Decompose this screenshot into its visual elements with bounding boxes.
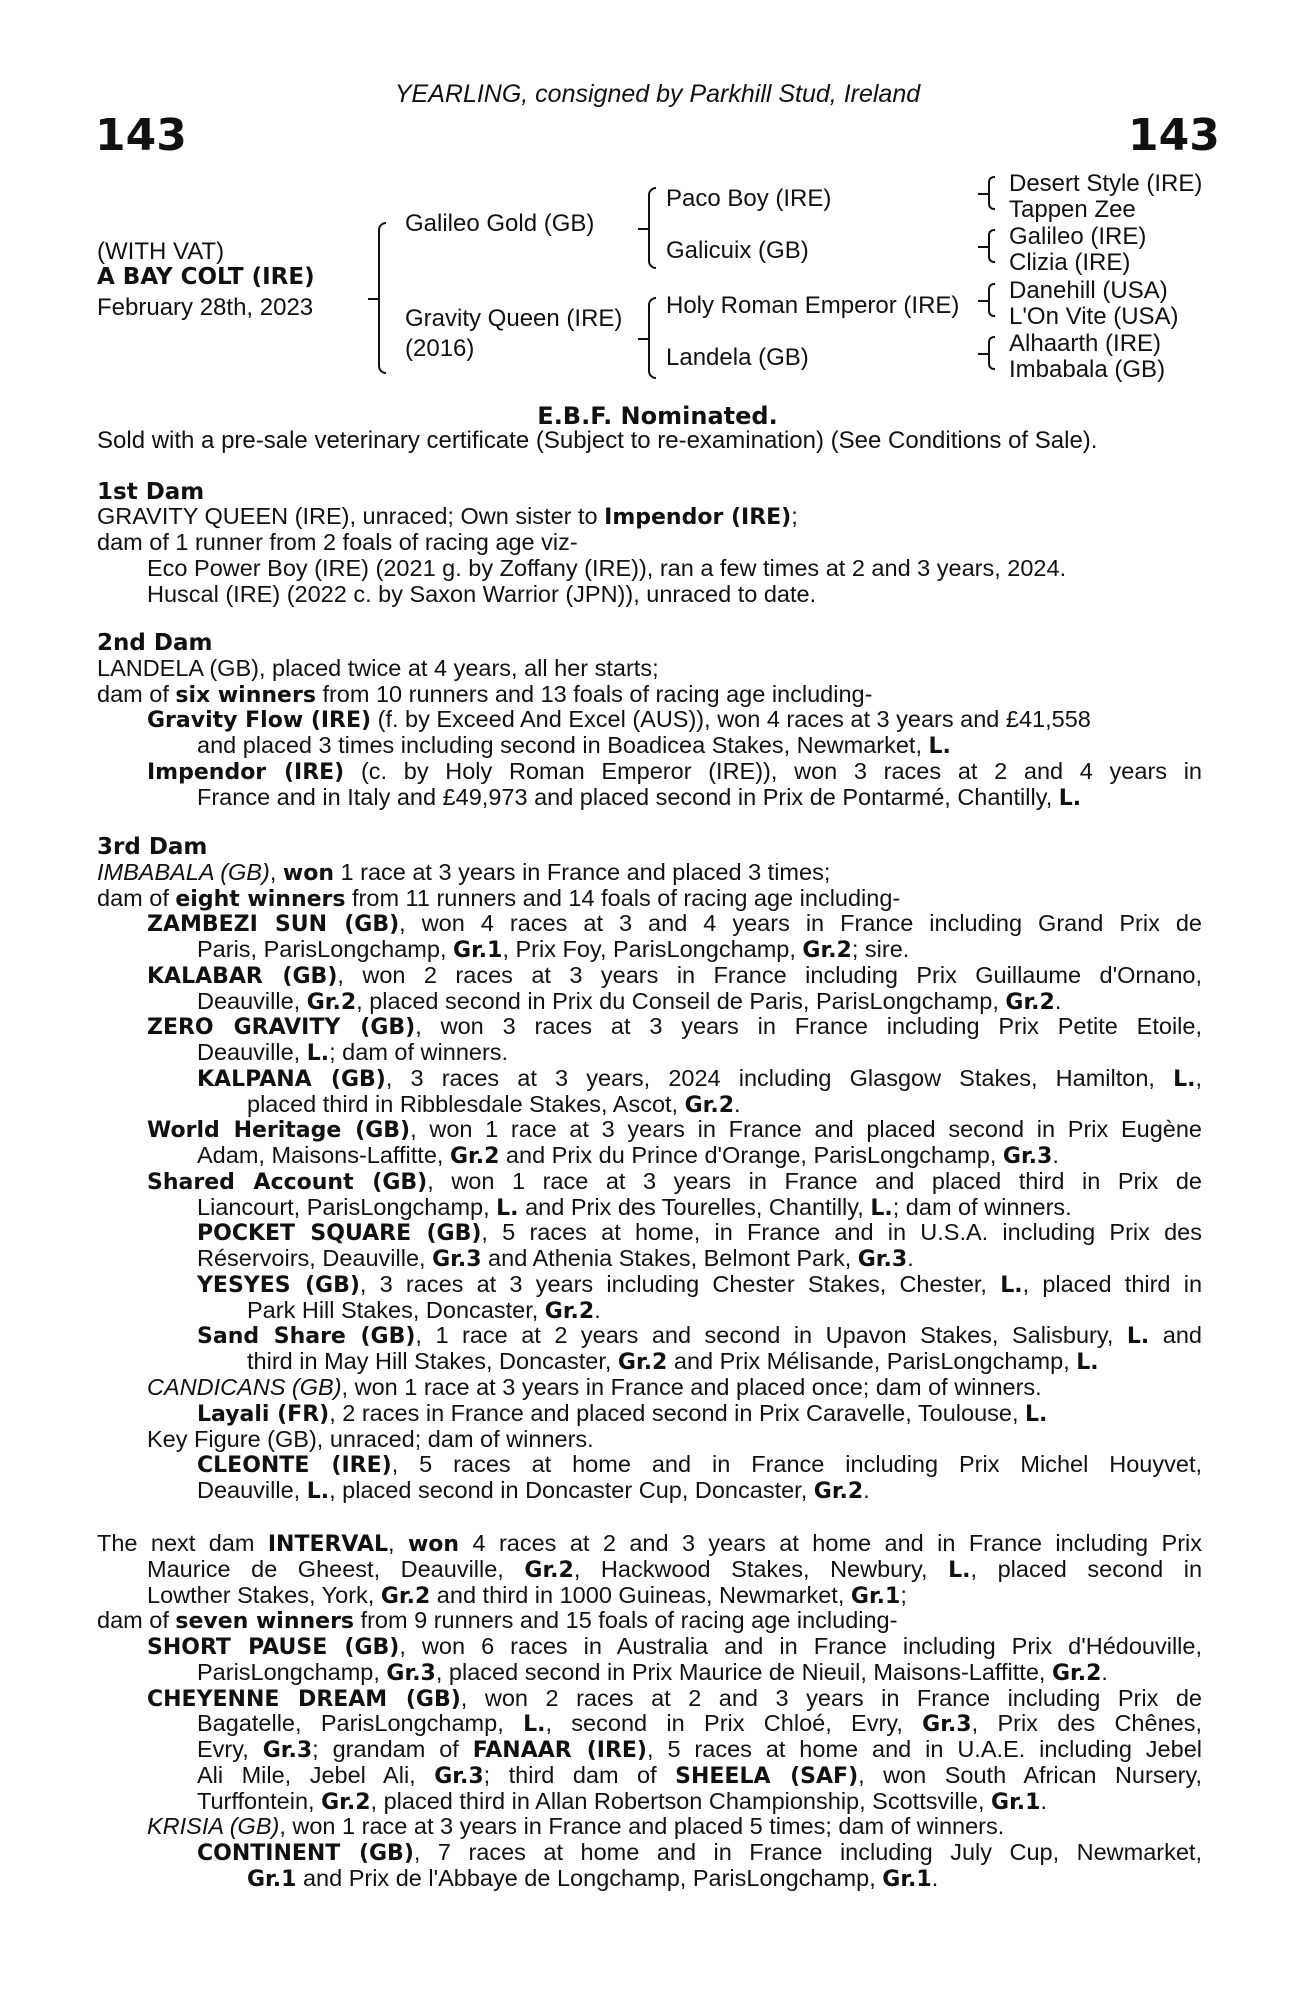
bold-run: Gr.2 <box>1051 1661 1102 1686</box>
lot-number-right: 143 <box>1128 110 1220 161</box>
pedigree-sire-dam: Galicuix (GB) <box>666 237 809 264</box>
bold-run: L. <box>1000 1273 1023 1298</box>
text-run: . <box>1054 988 1062 1014</box>
text-run: , Prix des Chênes, <box>971 1711 1202 1736</box>
text-run: , won 2 races at 3 years in France including Prix Guillaume d'Ornano, <box>337 963 1202 988</box>
text-line <box>97 530 1202 556</box>
text-line <box>247 1092 1202 1119</box>
text-run: , won 2 races at 2 and 3 years in France including Prix de <box>460 1686 1202 1711</box>
text-run: third in May Hill Stakes, Doncaster, <box>247 1348 618 1374</box>
pedigree-brace <box>988 229 995 263</box>
bold-run: World Heritage (GB) <box>147 1118 411 1143</box>
text-run: , Hackwood Stakes, Newbury, <box>573 1557 949 1582</box>
pedigree-brace <box>988 176 995 210</box>
text-line <box>97 682 1202 709</box>
text-line <box>197 989 1202 1016</box>
bold-run: KALABAR (GB) <box>147 964 338 989</box>
bold-run: Shared Account (GB) <box>147 1170 428 1195</box>
text-run: , won 3 races at 3 years in France including Prix Petite Etoile, <box>415 1014 1202 1039</box>
text-run: , Prix Foy, ParisLongchamp, <box>502 936 803 962</box>
text-run: Deauville, <box>197 988 307 1014</box>
pedigree-brace <box>988 283 995 317</box>
bold-run: Gr.3 <box>262 1738 313 1763</box>
text-run: from 10 runners and 13 foals of racing age including- <box>315 681 873 707</box>
bold-run: Sand Share (GB) <box>197 1324 416 1349</box>
text-run: , 5 races at home and in France including Prix Michel Houyvet, <box>391 1452 1202 1477</box>
pedigree-brace <box>648 187 656 269</box>
bold-run: CHEYENNE DREAM (GB) <box>147 1687 461 1712</box>
text-line <box>197 937 1202 964</box>
bold-run: Gr.1 <box>850 1584 901 1609</box>
bold-run: POCKET SQUARE (GB) <box>197 1221 482 1246</box>
text-line <box>147 1583 1202 1610</box>
text-line <box>197 1737 1202 1763</box>
bold-run: L. <box>496 1196 519 1221</box>
text-run: and <box>1149 1323 1202 1348</box>
bold-run: Gr.1 <box>453 938 503 963</box>
text-run: , 5 races at home and in U.A.E. including Jebel <box>647 1737 1202 1762</box>
text-run: Evry, <box>197 1737 263 1762</box>
bold-run: Gr.3 <box>1002 1144 1053 1169</box>
pedigree-ggp-8: Imbabala (GB) <box>1009 356 1166 383</box>
text-run: , won 1 race at 3 years in France and placed 5 times; dam of winners. <box>279 1813 1005 1839</box>
text-run: ; sire. <box>851 936 910 962</box>
bold-run: L. <box>306 1479 330 1504</box>
text-run: Adam, Maisons-Laffitte, <box>197 1142 450 1168</box>
pedigree-dam: Gravity Queen (IRE) <box>405 305 623 332</box>
bold-run: L. <box>1058 786 1082 811</box>
text-run: , 3 races at 3 years, 2024 including Glasgow Stakes, Hamilton, <box>385 1066 1174 1091</box>
second-dam-heading: 2nd Dam <box>97 630 213 656</box>
text-line <box>197 1789 1202 1816</box>
bold-run: Gr.2 <box>617 1350 668 1375</box>
text-run: dam of 1 runner from 2 foals of racing age viz- <box>97 529 578 555</box>
consignment-title: YEARLING, consigned by Parkhill Stud, Ireland <box>394 80 921 108</box>
bold-run: Gr.3 <box>434 1764 484 1789</box>
text-run: , <box>388 1531 408 1556</box>
text-run: Deauville, <box>197 1477 307 1503</box>
bold-run: YESYES (GB) <box>197 1273 360 1298</box>
text-run: , 3 races at 3 years including Chester Stakes, Chester, <box>359 1272 1001 1297</box>
text-run: , placed second in <box>970 1557 1202 1582</box>
pedigree-ggp-7: Alhaarth (IRE) <box>1009 330 1162 357</box>
pedigree-ggp-5: Danehill (USA) <box>1009 277 1168 304</box>
pedigree-dam-year: (2016) <box>405 335 475 362</box>
text-run: , <box>269 859 283 885</box>
text-line <box>147 1557 1202 1583</box>
pedigree-brace <box>378 222 386 374</box>
text-line <box>247 1866 1202 1893</box>
pedigree-dam-sire: Holy Roman Emperor (IRE) <box>666 292 960 319</box>
bold-run: KALPANA (GB) <box>197 1067 386 1092</box>
text-run: Bagatelle, ParisLongchamp, <box>197 1711 524 1736</box>
bold-run: L. <box>928 734 951 759</box>
text-run: from 11 runners and 14 foals of racing age including- <box>345 885 901 911</box>
text-run: and Athenia Stakes, Belmont Park, <box>481 1245 858 1271</box>
text-line <box>147 707 1202 734</box>
text-run: . <box>594 1297 601 1323</box>
italic-run: CANDICANS (GB) <box>147 1374 342 1400</box>
pedigree-ggp-3: Galileo (IRE) <box>1009 223 1147 250</box>
bold-run: six winners <box>175 683 316 708</box>
text-line <box>247 1298 1202 1325</box>
text-line <box>197 1711 1202 1737</box>
text-line <box>147 1634 1202 1660</box>
text-run: 4 races at 2 and 3 years at home and in France including Prix <box>459 1531 1202 1556</box>
text-run: France and in Italy and £49,973 and placed second in Prix de Pontarmé, Chantilly, <box>197 784 1059 810</box>
foaling-date: February 28th, 2023 <box>97 294 314 321</box>
bold-run: ZAMBEZI SUN (GB) <box>147 912 400 937</box>
text-run: Maurice de Gheest, Deauville, <box>147 1557 525 1582</box>
pedigree-ggp-6: L'On Vite (USA) <box>1009 303 1179 330</box>
bold-run: Impendor (IRE) <box>604 505 792 530</box>
pedigree-ggp-2: Tappen Zee <box>1009 196 1136 223</box>
text-run: (c. by Holy Roman Emperor (IRE)), won 3 races at 2 and 4 years in <box>344 759 1202 784</box>
bold-run: Gr.2 <box>544 1299 595 1324</box>
italic-run: IMBABALA (GB) <box>97 859 270 885</box>
text-line <box>197 1401 1202 1428</box>
text-run: Turffontein, <box>197 1788 322 1814</box>
pedigree-sire-sire: Paco Boy (IRE) <box>666 185 832 212</box>
text-run: , placed second in Prix Maurice de Nieuil, Maisons-Laffitte, <box>435 1659 1052 1685</box>
text-line <box>147 556 1202 582</box>
text-run: 1 race at 3 years in France and placed 3 times; <box>333 859 831 885</box>
pedigree-brace <box>648 297 656 379</box>
text-run: and Prix du Prince d'Orange, ParisLongchamp, <box>499 1142 1003 1168</box>
text-line <box>197 1040 1202 1067</box>
first-dam-heading: 1st Dam <box>97 479 205 505</box>
third-dam-heading: 3rd Dam <box>97 834 208 860</box>
text-run: ; dam of winners. <box>329 1039 509 1065</box>
pedigree-brace <box>988 336 995 370</box>
text-line <box>197 1763 1202 1789</box>
bold-run: L. <box>870 1196 893 1221</box>
bold-run: Gr.2 <box>449 1144 500 1169</box>
text-run: Huscal (IRE) (2022 c. by Saxon Warrior (JPN)), unraced to date. <box>147 581 817 607</box>
bold-run: Impendor (IRE) <box>147 760 345 785</box>
text-line <box>147 1375 1202 1401</box>
text-line <box>197 1272 1202 1298</box>
bold-run: L. <box>306 1041 330 1066</box>
bold-run: CONTINENT (GB) <box>197 1841 414 1866</box>
text-run: , won 4 races at 3 and 4 years in France including Grand Prix de <box>399 911 1202 936</box>
text-run: , won South African Nursery, <box>858 1763 1202 1788</box>
text-run: Eco Power Boy (IRE) (2021 g. by Zoffany (IRE)), ran a few times at 2 and 3 years, 2024. <box>147 555 1067 581</box>
bold-run: CLEONTE (IRE) <box>197 1453 392 1478</box>
text-line <box>97 1531 1202 1557</box>
text-run: ; <box>900 1582 907 1608</box>
pedigree-ggp-1: Desert Style (IRE) <box>1009 170 1203 197</box>
italic-run: KRISIA (GB) <box>147 1813 280 1839</box>
text-line <box>147 582 1202 608</box>
text-run: , 7 races at home and in France including July Cup, Newmarket, <box>413 1840 1202 1865</box>
text-run: . <box>1052 1142 1059 1168</box>
text-line <box>147 1427 1202 1453</box>
bold-run: Gr.2 <box>802 938 852 963</box>
text-line <box>197 1220 1202 1246</box>
bold-run: Gr.2 <box>813 1479 864 1504</box>
text-line <box>97 886 1202 913</box>
text-line <box>197 1195 1202 1222</box>
text-run: , placed third in Allan Robertson Championship, Scottsville, <box>370 1788 992 1814</box>
text-run: , won 6 races in Australia and in France including Prix d'Hédouville, <box>399 1634 1202 1659</box>
text-run: , <box>1195 1066 1202 1091</box>
text-run: , second in Prix Chloé, Evry, <box>545 1711 923 1736</box>
text-line <box>147 1169 1202 1195</box>
text-run: Paris, ParisLongchamp, <box>197 936 454 962</box>
text-run: and Prix des Tourelles, Chantilly, <box>518 1194 871 1220</box>
pedigree-sire: Galileo Gold (GB) <box>405 210 595 237</box>
pedigree-dam-dam: Landela (GB) <box>666 344 809 371</box>
text-run: , 1 race at 2 years and second in Upavon Stakes, Salisbury, <box>415 1323 1127 1348</box>
text-line <box>97 860 1202 887</box>
text-run: and Prix Mélisande, ParisLongchamp, <box>667 1348 1077 1374</box>
text-line <box>147 1117 1202 1143</box>
text-line <box>147 963 1202 989</box>
bold-run: won <box>282 861 334 886</box>
text-line <box>197 1066 1202 1092</box>
text-run: placed third in Ribblesdale Stakes, Ascot, <box>247 1091 685 1117</box>
pedigree-ggp-4: Clizia (IRE) <box>1009 249 1131 276</box>
text-line <box>197 1246 1202 1273</box>
bold-run: Gr.3 <box>386 1661 436 1686</box>
text-run: ; <box>791 503 798 529</box>
text-line <box>197 1840 1202 1866</box>
bold-run: ZERO GRAVITY (GB) <box>147 1015 416 1040</box>
bold-run: L. <box>948 1558 971 1583</box>
text-run: . <box>1040 1788 1047 1814</box>
bold-run: seven winners <box>175 1609 355 1634</box>
text-line <box>197 1323 1202 1349</box>
text-run: , 5 races at home, in France and in U.S.A. including Prix des <box>481 1220 1202 1245</box>
text-run: LANDELA (GB), placed twice at 4 years, all her starts; <box>97 655 659 681</box>
bold-run: Gr.1 <box>247 1867 297 1892</box>
text-run: Réservoirs, Deauville, <box>197 1245 433 1271</box>
text-run: , won 1 race at 3 years in France and placed second in Prix Eugène <box>410 1117 1202 1142</box>
bold-run: Gr.2 <box>684 1093 735 1118</box>
text-line <box>147 1014 1202 1040</box>
bold-run: Gr.3 <box>857 1247 908 1272</box>
bold-run: SHORT PAUSE (GB) <box>147 1635 400 1660</box>
text-line <box>197 785 1202 812</box>
bold-run: L. <box>523 1712 546 1737</box>
text-run: dam of <box>97 1607 176 1633</box>
text-run: (f. by Exceed And Excel (AUS)), won 4 races at 3 years and £41,558 <box>371 706 1091 732</box>
text-run: . <box>1101 1659 1108 1685</box>
bold-run: eight winners <box>175 887 346 912</box>
text-run: Liancourt, ParisLongchamp, <box>197 1194 497 1220</box>
text-run: Park Hill Stakes, Doncaster, <box>247 1297 545 1323</box>
bold-run: Gr.3 <box>922 1712 972 1737</box>
text-run: from 9 runners and 15 foals of racing age including- <box>354 1607 898 1633</box>
text-run: , placed third in <box>1022 1272 1202 1297</box>
text-run: , won 1 race at 3 years in France and placed once; dam of winners. <box>341 1374 1042 1400</box>
text-run: , placed second in Prix du Conseil de Paris, ParisLongchamp, <box>356 988 1006 1014</box>
bold-run: Gr.2 <box>1005 990 1055 1015</box>
text-run: Ali Mile, Jebel Ali, <box>197 1763 435 1788</box>
bold-run: FANAAR (IRE) <box>472 1738 647 1763</box>
text-run: and third in 1000 Guineas, Newmarket, <box>430 1582 851 1608</box>
text-run: Key Figure (GB), unraced; dam of winners. <box>147 1426 594 1452</box>
text-run: , placed second in Doncaster Cup, Doncaster, <box>329 1477 814 1503</box>
bold-run: Gr.3 <box>432 1247 482 1272</box>
text-run: ; grandam of <box>312 1737 473 1762</box>
text-run: GRAVITY QUEEN (IRE), unraced; Own sister to <box>97 503 605 529</box>
horse-name: A BAY COLT (IRE) <box>97 264 315 290</box>
text-line <box>197 1478 1202 1505</box>
bold-run: L. <box>1173 1067 1196 1092</box>
text-line <box>197 1143 1202 1170</box>
text-line <box>147 759 1202 785</box>
bold-run: L. <box>1126 1324 1150 1349</box>
bold-run: Gr.1 <box>991 1790 1041 1815</box>
text-run: ParisLongchamp, <box>197 1659 387 1685</box>
bold-run: Gr.2 <box>524 1558 574 1583</box>
bold-run: Gr.2 <box>321 1790 371 1815</box>
text-line <box>247 1349 1202 1376</box>
bold-run: won <box>407 1532 460 1557</box>
text-line <box>147 1814 1202 1840</box>
bold-run: Layali (FR) <box>197 1402 330 1427</box>
bold-run: SHEELA (SAF) <box>675 1764 859 1789</box>
text-line <box>97 504 1202 531</box>
text-line <box>97 656 1202 682</box>
text-run: The next dam <box>97 1531 268 1556</box>
text-run: dam of <box>97 681 176 707</box>
text-run: Deauville, <box>197 1039 307 1065</box>
text-run: ; dam of winners. <box>892 1194 1072 1220</box>
ebf-nominated: E.B.F. Nominated. <box>537 402 778 430</box>
text-run: . <box>734 1091 741 1117</box>
vat-note: (WITH VAT) <box>97 238 225 265</box>
text-run: . <box>863 1477 870 1503</box>
text-line <box>147 1686 1202 1712</box>
text-run: . <box>931 1865 939 1891</box>
bold-run: INTERVAL <box>267 1532 389 1557</box>
text-line <box>147 911 1202 937</box>
text-run: and Prix de l'Abbaye de Longchamp, ParisLongchamp, <box>296 1865 883 1891</box>
text-run: ; third dam of <box>483 1763 676 1788</box>
text-line <box>97 1608 1202 1635</box>
text-run: , 2 races in France and placed second in Prix Caravelle, Toulouse, <box>329 1400 1026 1426</box>
bold-run: Gr.2 <box>306 990 357 1015</box>
text-line <box>197 1660 1202 1687</box>
text-run: , won 1 race at 3 years in France and placed third in Prix de <box>427 1169 1202 1194</box>
text-line <box>197 1452 1202 1478</box>
bold-run: L. <box>1076 1350 1099 1375</box>
bold-run: Gr.2 <box>380 1584 431 1609</box>
bold-run: Gr.1 <box>882 1867 932 1892</box>
text-line <box>197 733 1202 760</box>
text-run: . <box>907 1245 914 1271</box>
text-run: Lowther Stakes, York, <box>147 1582 381 1608</box>
text-run: dam of <box>97 885 176 911</box>
vet-certificate-note: Sold with a pre-sale veterinary certificate (Subject to re-examination) (See Conditions of Sale). <box>97 427 1098 454</box>
lot-number-left: 143 <box>95 110 187 161</box>
bold-run: Gravity Flow (IRE) <box>147 708 372 733</box>
bold-run: L. <box>1025 1402 1048 1427</box>
text-run: and placed 3 times including second in Boadicea Stakes, Newmarket, <box>197 732 929 758</box>
